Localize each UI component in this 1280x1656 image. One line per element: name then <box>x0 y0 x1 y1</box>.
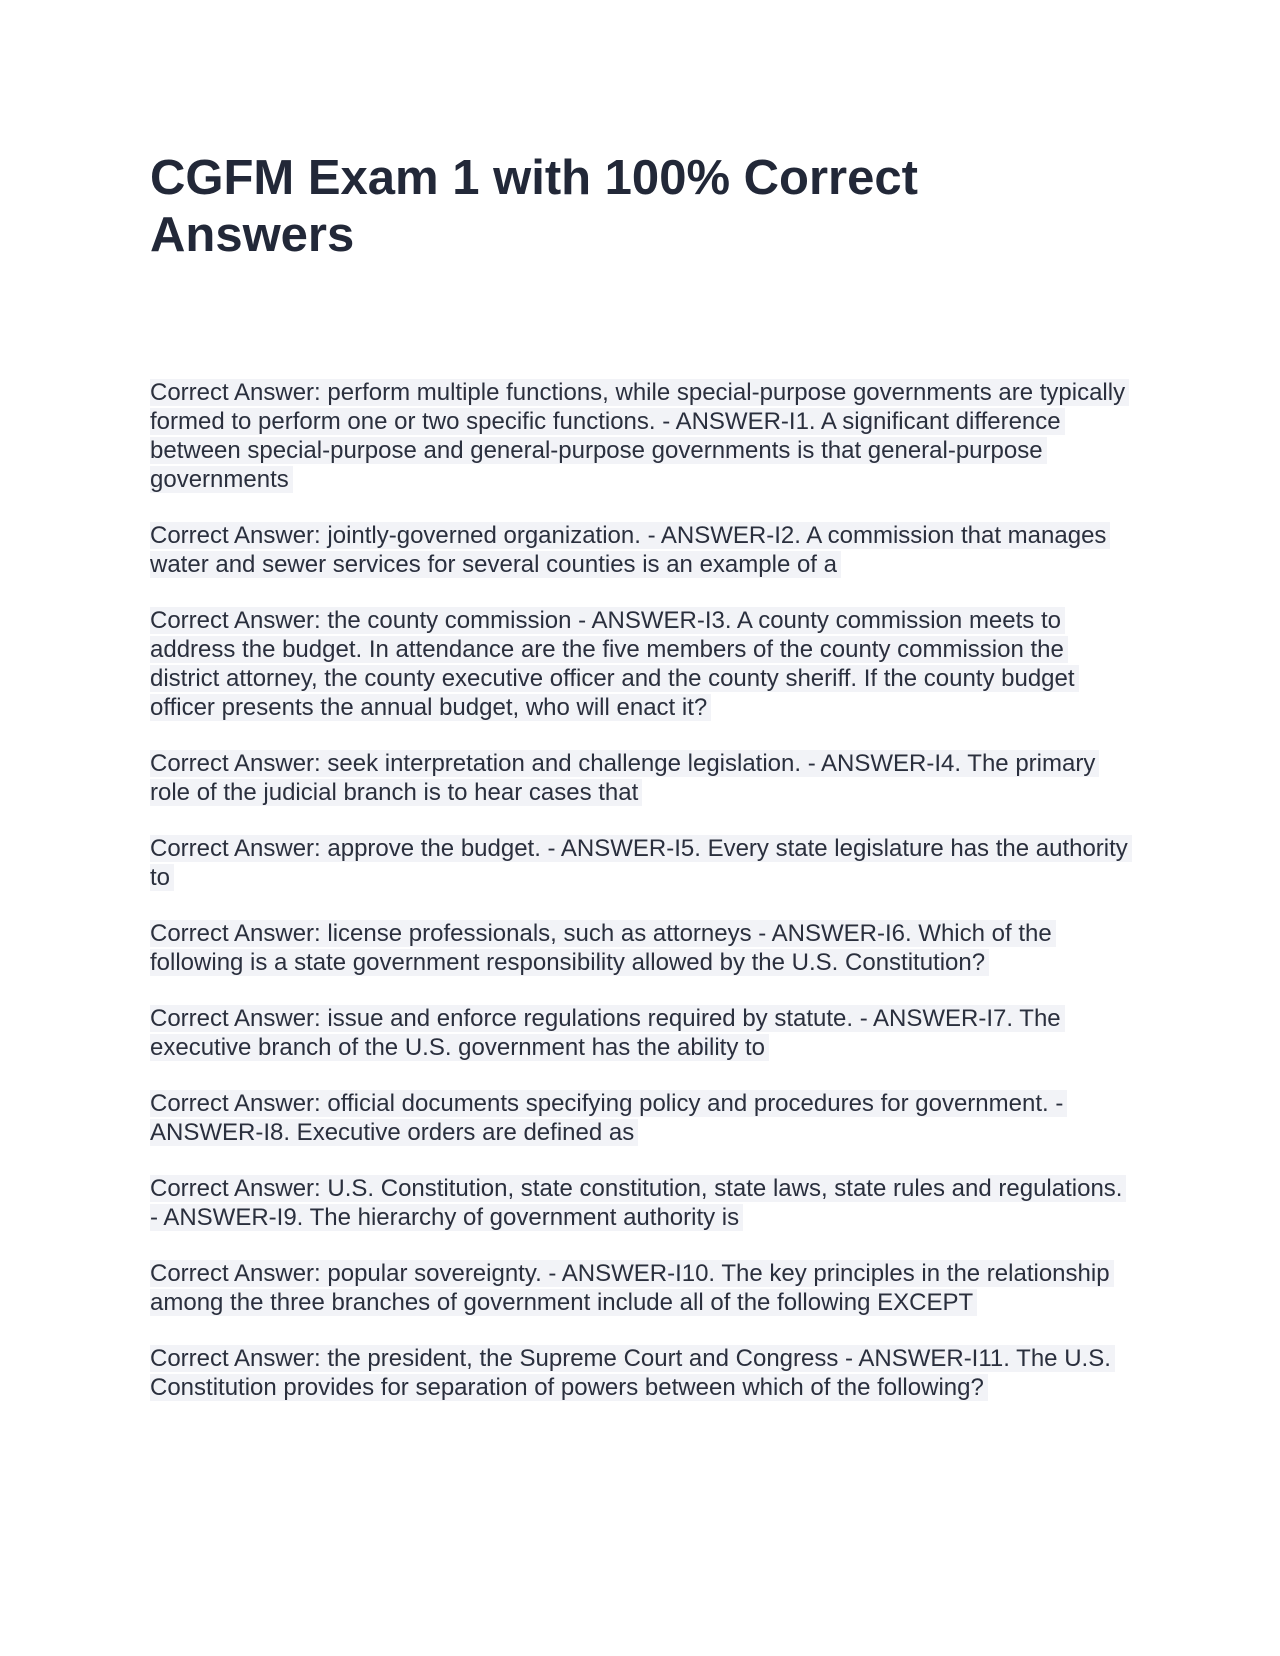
qa-item-text: Correct Answer: issue and enforce regulations required by statute. - ANSWER-I7. The executive branch of the U.S. government has the ability to <box>150 1005 1065 1061</box>
document-title: CGFM Exam 1 with 100% Correct Answers <box>150 151 918 262</box>
qa-item <box>150 919 1130 977</box>
qa-item-text: Correct Answer: perform multiple functions, while special-purpose governments are typically formed to perform one or two specific functions. - ANSWER-I1. A significant difference between special-purpose and general-purpose governments is that general-purpose governments <box>150 379 1129 493</box>
qa-item-text: Correct Answer: popular sovereignty. - ANSWER-I10. The key principles in the relationship among the three branches of government include all of the following EXCEPT <box>150 1260 1114 1316</box>
qa-item-text: Correct Answer: license professionals, such as attorneys - ANSWER-I6. Which of the following is a state government responsibility allowed by the U.S. Constitution? <box>150 920 1056 976</box>
qa-item <box>150 521 1130 579</box>
qa-item-text: Correct Answer: the president, the Supreme Court and Congress - ANSWER-I11. The U.S. Constitution provides for separation of powers between which of the following? <box>150 1345 1115 1401</box>
qa-item-text: Correct Answer: jointly-governed organization. - ANSWER-I2. A commission that manages water and sewer services for several counties is an example of a <box>150 522 1110 578</box>
qa-list <box>150 378 1130 1429</box>
document-page <box>150 150 1130 1401</box>
qa-item <box>150 378 1130 494</box>
qa-item <box>150 606 1130 722</box>
qa-item <box>150 1004 1130 1062</box>
qa-item-text: Correct Answer: official documents specifying policy and procedures for government. - ANSWER-I8. Executive orders are defined as <box>150 1090 1067 1146</box>
qa-item-text: Correct Answer: seek interpretation and challenge legislation. - ANSWER-I4. The primary role of the judicial branch is to hear cases that <box>150 750 1099 806</box>
qa-item-text: Correct Answer: approve the budget. - ANSWER-I5. Every state legislature has the authority to <box>150 835 1132 891</box>
qa-item-text: Correct Answer: U.S. Constitution, state constitution, state laws, state rules and regulations. - ANSWER-I9. The hierarchy of government authority is <box>150 1175 1126 1231</box>
qa-item <box>150 1174 1130 1232</box>
qa-item-text: Correct Answer: the county commission - ANSWER-I3. A county commission meets to address the budget. In attendance are the five members of the county commission the district attorney, the county executive officer and the county sheriff. If the county budget officer presents the annual budget, who will enact it? <box>150 607 1079 721</box>
qa-item <box>150 1259 1130 1317</box>
qa-item <box>150 1344 1130 1402</box>
qa-item <box>150 834 1130 892</box>
qa-item <box>150 749 1130 807</box>
qa-item <box>150 1089 1130 1147</box>
